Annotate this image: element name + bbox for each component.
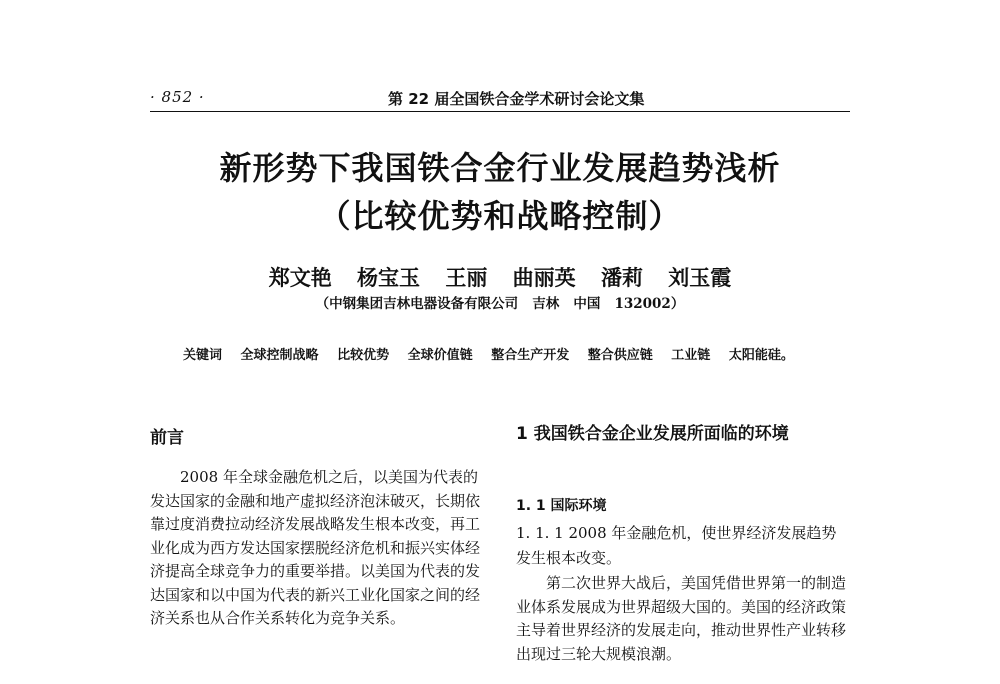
section-heading-preface: 前言 bbox=[150, 428, 184, 448]
page-number: · 852 · bbox=[150, 88, 205, 106]
keyword-item: 比较优势 bbox=[337, 348, 390, 363]
body-paragraph: 第二次世界大战后，美国凭借世界第一的制造业体系发展成为世界超级大国的。美国的经济政策主导着世界经济的发展走向，推动世界性产业转移出现过三轮大规模浪潮。 bbox=[516, 574, 847, 663]
subsection-heading-1-1: 1. 1 国际环境 bbox=[516, 498, 607, 514]
paper-title-line2: （比较优势和战略控制） bbox=[318, 197, 682, 235]
keyword-item: 工业链 bbox=[671, 348, 711, 363]
subsection-heading-1-1-1: 1. 1. 1 2008 年金融危机，使世界经济发展趋势发生根本改变。 bbox=[516, 524, 837, 567]
body-paragraph: 2008 年全球金融危机之后，以美国为代表的发达国家的金融和地产虚拟经济泡沫破灭，长期依靠过度消费拉动经济发展战略发生根本改变，再工业化成为西方发达国家摆脱经济危机和振兴实体经济提高全球竞争力的重要举措。以美国为代表的发达国家和以中国为代表的新兴工业化国家之间的经济关系也从合作关系转化为竞争关系。 bbox=[150, 468, 481, 627]
keyword-item: 全球价值链 bbox=[407, 348, 473, 363]
keywords-label: 关键词 bbox=[183, 348, 223, 363]
keyword-item: 太阳能硅。 bbox=[728, 348, 794, 363]
keywords bbox=[183, 343, 833, 368]
section-heading-1: 1 我国铁合金企业发展所面临的环境 bbox=[516, 424, 789, 444]
keyword-item: 整合生产开发 bbox=[491, 348, 570, 363]
running-title: 第 22 届全国铁合金学术研讨会论文集 bbox=[388, 90, 645, 108]
left-column bbox=[150, 466, 482, 631]
author-list: 郑文艳 杨宝玉 王丽 曲丽英 潘莉 刘玉霞 bbox=[268, 265, 732, 290]
keyword-item: 整合供应链 bbox=[587, 348, 653, 363]
keyword-item: 全球控制战略 bbox=[240, 348, 319, 363]
header-rule bbox=[150, 111, 850, 112]
paper-title-line1: 新形势下我国铁合金行业发展趋势浅析 bbox=[219, 149, 781, 187]
right-column bbox=[516, 572, 851, 666]
affiliation: （中钢集团吉林电器设备有限公司 吉林 中国 132002） bbox=[315, 296, 685, 312]
